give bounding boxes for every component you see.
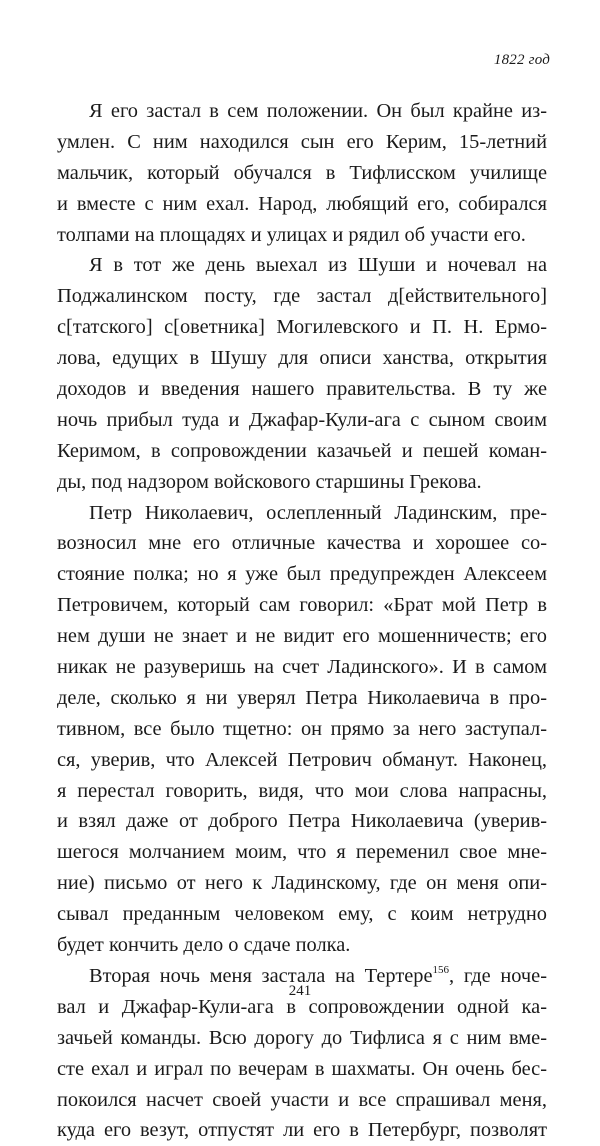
text-line: ночь прибыл туда и Джафар-Кули-ага с сыном своим bbox=[57, 408, 547, 431]
text-line: будет кончить дело о сдаче полка. bbox=[57, 934, 351, 957]
text-segment: , где ноче- bbox=[449, 964, 547, 987]
text-line: Керимом, в сопровождении казачьей и пешей коман- bbox=[57, 439, 547, 462]
page-number: 241 bbox=[288, 983, 312, 999]
text-line: толпами на площадях и улицах и рядил об участи его. bbox=[57, 223, 526, 246]
text-line: ние) письмо от него к Ладинскому, где он меня опи- bbox=[57, 872, 547, 895]
text-line: доходов и введения нашего правительства. В ту же bbox=[57, 378, 547, 401]
text-line: деле, сколько я ни уверял Петра Николаевича в про- bbox=[57, 686, 547, 709]
text-line: покоился насчет своей участи и все спрашивал меня, bbox=[57, 1088, 547, 1111]
text-line: куда его везут, отпустят ли его в Петербург, позволят bbox=[57, 1119, 547, 1142]
text-line: сте ехал и играл по вечерам в шахматы. Он очень бес- bbox=[57, 1057, 547, 1080]
text-line: Петр Николаевич, ослепленный Ладинским, пре- bbox=[89, 501, 547, 524]
running-title: 1822 год bbox=[493, 52, 550, 68]
text-line: Я его застал в сем положении. Он был крайне из- bbox=[89, 100, 547, 122]
text-line: никак не разуверишь на счет Ладинского». И в самом bbox=[57, 656, 547, 679]
text-line: и взял даже от доброго Петра Николаевича (уверив- bbox=[57, 810, 547, 833]
text-line: сывал преданным человеком ему, с коим нетрудно bbox=[57, 903, 547, 926]
text-line: нем души не знает и не видит его мошенничеств; его bbox=[57, 625, 547, 648]
text-line: Я в тот же день выехал из Шуши и ночевал на bbox=[89, 254, 547, 277]
text-line: ся, уверив, что Алексей Петрович обманут. Наконец, bbox=[57, 748, 547, 771]
text-line: вал и Джафар-Кули-ага в сопровождении одной ка- bbox=[57, 995, 547, 1018]
text-line: с[татского] с[оветника] Могилевского и П. Н. Ермо- bbox=[57, 316, 547, 339]
text-line: Поджалинском посту, где застал д[ействительного] bbox=[57, 285, 547, 308]
text-line: лова, едущих в Шушу для описи ханства, открытия bbox=[57, 347, 547, 370]
text-line: и вместе с ним ехал. Народ, любящий его, собирался bbox=[57, 192, 547, 215]
text-line: зачьей команды. Всю дорогу до Тифлиса я с ним вме- bbox=[57, 1026, 547, 1049]
text-line: умлен. С ним находился сын его Керим, 15-летний bbox=[57, 130, 547, 153]
text-segment: Вторая ночь меня застала на Тертере bbox=[89, 964, 433, 987]
text-line: шегося молчанием моим, что я переменил свое мне- bbox=[57, 841, 547, 864]
text-line: тивном, все было тщетно: он прямо за него заступал- bbox=[57, 717, 547, 740]
text-line: стояние полка; но я уже был предупрежден Алексеем bbox=[57, 563, 547, 586]
text-line: возносил мне его отличные качества и хорошее со- bbox=[57, 532, 547, 555]
text-line: я перестал говорить, видя, что мои слова напрасны, bbox=[57, 779, 547, 802]
text-line: ды, под надзором войскового старшины Грекова. bbox=[57, 470, 482, 493]
text-line: мальчик, который обучался в Тифлисском училище bbox=[57, 161, 547, 184]
footnote-ref[interactable]: 156 bbox=[432, 963, 450, 976]
text-line: Петровичем, который сам говорил: «Брат мой Петр в bbox=[57, 594, 547, 617]
